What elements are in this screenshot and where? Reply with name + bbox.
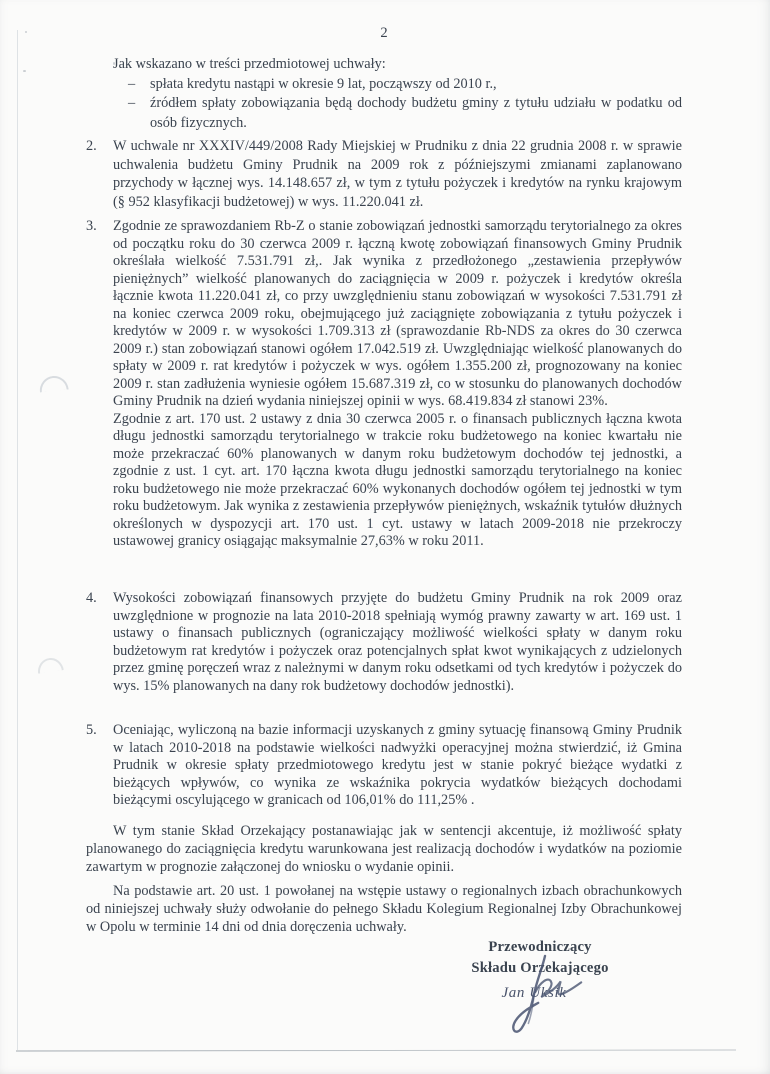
hole-punch-mark-bottom <box>36 656 64 673</box>
bullet-dash: – <box>128 95 136 112</box>
bullet-item <box>86 75 682 95</box>
signature-block <box>455 937 625 1004</box>
list-item-paragraph: Zgodnie z art. 170 ust. 2 ustawy z dnia 30 czerwca 2005 r. o finansach publicznych łączna kwota długu jednostki samorządu terytorialnego w trakcie roku budżetowego na koniec kwartału nie może przekraczać 60% planowanych w danym roku budżetowym dochodów tej jednostki, a zgodnie z ust. 1 cyt. art. 170 łączna kwota długu jednostki samorządu terytorialnego na koniec roku budżetowego nie może przekraczać 60% wykonanych dochodów ogółem tej jednostki w tym roku budżetowym. Jak wynika z zestawienia przepływów pieniężnych, wskaźnik tytułów dłużnych określonych w dyspozycji art. 170 ust. 1 cyt. ustawy w latach 2009-2018 nie przekroczy ustawowej granicy osiągając maksymalnie 27,63% w roku 2011. <box>113 410 682 549</box>
scan-speckle <box>25 31 27 33</box>
list-item-4 <box>86 590 682 696</box>
list-item-number: 2. <box>86 138 97 154</box>
intro-section <box>86 55 682 133</box>
list-item-2 <box>86 137 682 211</box>
closing-paragraph-text: W tym stanie Skład Orzekający postanawiając jak w sentencji akcentuje, iż możliwość spłaty planowanego do zaciągnięcia kredytu warunkowana jest realizacją dochodów i wydatków na poziomie zawartym w prognozie załączonej do wniosku o wydanie opinii. <box>86 823 682 875</box>
closing-paragraph-1 <box>86 823 682 876</box>
hole-punch-mark-top <box>38 375 68 393</box>
signature-title-line2: Składu Orzekającego <box>471 959 609 976</box>
scan-edge-line-bottom <box>16 1049 736 1051</box>
scan-edge-line-left <box>17 30 18 1050</box>
list-item-5 <box>86 722 682 810</box>
list-item-paragraph: Wysokości zobowiązań finansowych przyjęte do budżetu Gminy Prudnik na rok 2009 oraz uwzględnione w prognozie na lata 2010-2018 spełniają wymóg prawny zawarty w art. 169 ust. 1 ustawy o finansach publicznych (ograniczający możliwość wielkości spłaty w danym roku budżetowym rat kredytów i pożyczek oraz potencjalnych spłat kwot wynikających z udzielonych przez gminę poręczeń wraz z należnymi w danym roku odsetkami od tych kredytów i pożyczek do wys. 15% planowanych na dany rok budżetowy dochodów jednostki). <box>113 590 682 694</box>
list-item-paragraph: Zgodnie ze sprawozdaniem Rb-Z o stanie zobowiązań jednostki samorządu terytorialnego za okres od początku roku do 30 czerwca 2009 r. łączną kwotę zobowiązań finansowych Gminy Prudnik określała wielkość 7.531.791 zł,. Jak wynika z przedłożonego „zestawienia przepływów pieniężnych” wielkość planowanych do zaciągnięcia w 2009 r. pożyczek i kredytów określa łącznie kwota 11.220.041 zł, co przy uwzględnieniu stanu zobowiązań w wysokości 7.531.791 zł na koniec czerwca 2009 roku, obejmującego już zaciągnięte zobowiązania z tytułu pożyczek i kredytów w 2009 r. w wysokości 1.709.313 zł (sprawozdanie Rb-NDS za okres do 30 czerwca 2009 r.) stan zobowiązań stanowi ogółem 17.042.519 zł. Uwzględniając wielkość planowanych do spłaty w 2009 r. rat kredytów i pożyczek w wys. ogółem 1.355.200 zł, prognozowany na koniec 2009 r. stan zadłużenia wyniesie ogółem 15.687.319 zł, co w stosunku do planowanych dochodów Gminy Prudnik na dzień wydania niniejszej opinii w wys. 68.419.834 zł stanowi 23%. <box>113 218 682 409</box>
closing-paragraph-2 <box>86 883 682 936</box>
scan-speckle <box>23 70 26 72</box>
signature-title-line1: Przewodniczący <box>488 939 592 955</box>
intro-lead: Jak wskazano w treści przedmiotowej uchwały: <box>113 56 386 72</box>
list-item-number: 3. <box>86 218 97 234</box>
page-number: 2 <box>380 25 388 41</box>
bullet-item <box>86 94 682 133</box>
bullet-dash: – <box>128 75 136 92</box>
bullet-text: źródłem spłaty zobowiązania będą dochody budżetu gminy z tytułu udziału w podatku od osób fizycznych. <box>150 95 682 131</box>
signature-name: Jan Uksik <box>501 985 567 1001</box>
closing-paragraph-text: Na podstawie art. 20 ust. 1 powołanej na wstępie ustawy o regionalnych izbach obrachunkowych od niniejszej uchwały służy odwołanie do pełnego Składu Kolegium Regionalnej Izby Obrachunkowej w Opolu w terminie 14 dni od dnia doręczenia uchwały. <box>86 883 682 935</box>
list-item-number: 5. <box>86 722 97 738</box>
list-item-number: 4. <box>86 590 97 606</box>
list-item-paragraph: Oceniając, wyliczoną na bazie informacji uzyskanych z gminy sytuację finansową Gminy Prudnik w latach 2010-2018 na podstawie wielkości nadwyżki operacyjnej można stwierdzić, iż Gmina Prudnik w okresie spłaty przedmiotowego kredytu jest w stanie pokryć bieżące wydatki z bieżących wpływów, co wynika ze wskaźnika pokrycia wydatków bieżących dochodami bieżącymi oscylującego w granicach od 106,01% do 111,25% . <box>113 722 682 809</box>
list-item-3 <box>86 218 682 551</box>
list-item-paragraph: W uchwale nr XXXIV/449/2008 Rady Miejskiej w Prudniku z dnia 22 grudnia 2008 r. w sprawie uchwalenia budżetu Gminy Prudnik na 2009 rok z późniejszymi zmianami zaplanowano przychody w łącznej wys. 14.148.657 zł, w tym z tytułu pożyczek i kredytów na rynku krajowym (§ 952 klasyfikacji budżetowej) w wys. 11.220.041 zł. <box>113 138 682 210</box>
bullet-text: spłata kredytu nastąpi w okresie 9 lat, począwszy od 2010 r., <box>150 75 497 92</box>
